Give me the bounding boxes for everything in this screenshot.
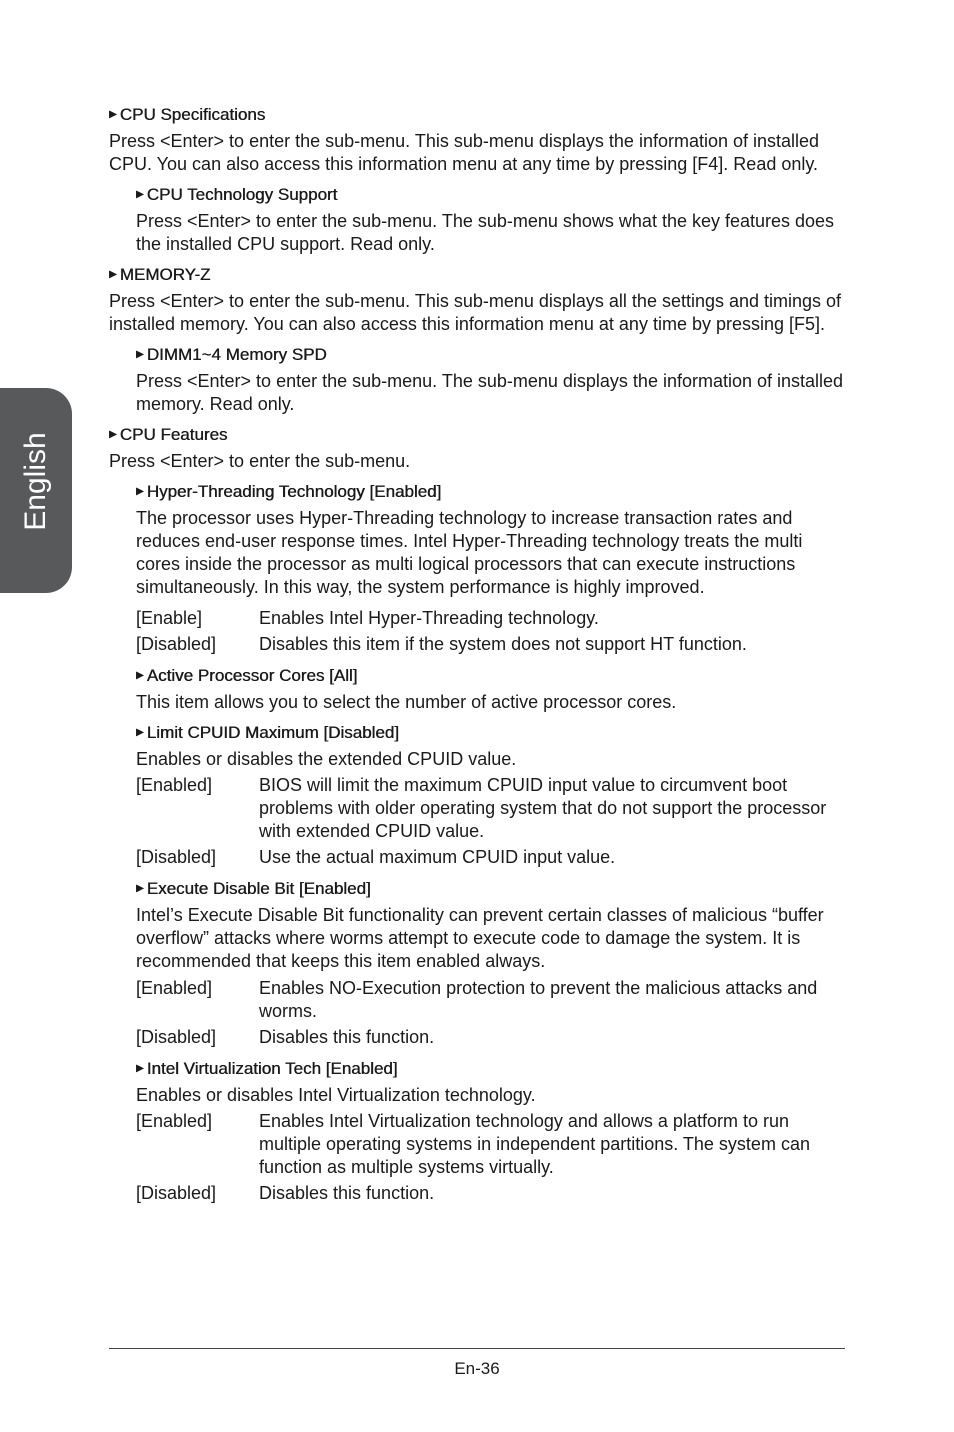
triangle-bullet-icon: ▶	[109, 109, 117, 120]
triangle-bullet-icon: ▶	[136, 883, 144, 894]
subsection-body: Press <Enter> to enter the sub-menu. The sub-menu displays the information of installed memory. Read only.	[136, 371, 844, 414]
section-cpu-features	[109, 424, 849, 1205]
triangle-bullet-icon: ▶	[136, 727, 144, 738]
triangle-bullet-icon: ▶	[109, 429, 117, 440]
triangle-bullet-icon: ▶	[136, 486, 144, 497]
option-row	[136, 1182, 849, 1205]
section-cpu-specifications	[109, 104, 849, 256]
option-key: [Disabled]	[136, 1027, 217, 1047]
option-description: Disables this function.	[259, 1183, 435, 1203]
feature-body: Enables or disables the extended CPUID value.	[136, 749, 517, 769]
section-body: Press <Enter> to enter the sub-menu. This sub-menu displays all the settings and timings of installed memory. You can also access this information menu at any time by pressing [F5].	[109, 291, 842, 334]
option-description: BIOS will limit the maximum CPUID input value to circumvent boot problems with older operating system that do not support the processor with extended CPUID value.	[259, 775, 827, 841]
footer-divider	[109, 1348, 845, 1349]
subsection-body: Press <Enter> to enter the sub-menu. The sub-menu shows what the key features does the installed CPU support. Read only.	[136, 211, 835, 254]
option-key: [Disabled]	[136, 634, 217, 654]
triangle-bullet-icon: ▶	[136, 349, 144, 360]
option-description: Enables Intel Virtualization technology and allows a platform to run multiple operating systems in independent partitions. The system can function as multiple systems virtually.	[259, 1111, 810, 1177]
option-description: Use the actual maximum CPUID input value.	[259, 847, 616, 867]
subsection-heading: ▶ DIMM1~4 Memory SPD	[136, 345, 327, 364]
option-description: Disables this item if the system does not support HT function.	[259, 634, 747, 654]
triangle-bullet-icon: ▶	[136, 670, 144, 681]
triangle-bullet-icon: ▶	[109, 269, 117, 280]
section-memory-z	[109, 264, 849, 416]
page-number: En-36	[454, 1359, 500, 1378]
section-body: Press <Enter> to enter the sub-menu. This sub-menu displays the information of installed CPU. You can also access this information menu at any time by pressing [F4]. Read only.	[109, 131, 820, 174]
subsection-heading: ▶ CPU Technology Support	[136, 185, 338, 204]
triangle-bullet-icon: ▶	[136, 189, 144, 200]
feature-heading: ▶ Active Processor Cores [All]	[136, 666, 358, 685]
option-key: [Enabled]	[136, 1111, 213, 1131]
feature-intel-virtualization-tech	[136, 1058, 849, 1205]
feature-body: Enables or disables Intel Virtualization technology.	[136, 1085, 536, 1105]
language-tab-label: English	[19, 432, 52, 531]
manual-content	[109, 104, 849, 1208]
feature-body: This item allows you to select the number of active processor cores.	[136, 692, 677, 712]
option-row	[136, 607, 849, 630]
feature-hyper-threading	[136, 481, 849, 665]
option-row	[136, 1026, 849, 1049]
section-body: Press <Enter> to enter the sub-menu.	[109, 451, 411, 471]
feature-body: The processor uses Hyper-Threading technology to increase transaction rates and reduces end-user response times. Intel Hyper-Threading technology treats the multi cores inside the processor as multi logical processors that can execute instructions simultaneously. In this way, the system performance is highly improved.	[136, 508, 803, 597]
section-heading: ▶ CPU Features	[109, 425, 228, 444]
triangle-bullet-icon: ▶	[136, 1063, 144, 1074]
feature-body: Intel’s Execute Disable Bit functionality can prevent certain classes of malicious “buffer overflow” attacks where worms attempt to execute code to damage the system. It is recommended that keeps this item enabled always.	[136, 905, 824, 971]
option-description: Disables this function.	[259, 1027, 435, 1047]
option-description: Enables Intel Hyper-Threading technology.	[259, 608, 599, 628]
subsection-cpu-technology-support	[136, 184, 849, 256]
option-key: [Disabled]	[136, 1183, 217, 1203]
option-row	[136, 1110, 849, 1179]
feature-heading: ▶ Intel Virtualization Tech [Enabled]	[136, 1059, 398, 1078]
option-row	[136, 774, 849, 843]
section-heading: ▶ CPU Specifications	[109, 105, 266, 124]
feature-active-processor-cores	[136, 665, 849, 714]
option-description: Enables NO-Execution protection to prevent the malicious attacks and worms.	[259, 978, 818, 1021]
option-row	[136, 846, 849, 869]
language-side-tab	[0, 388, 72, 593]
option-row	[136, 977, 849, 1023]
feature-execute-disable-bit	[136, 878, 849, 1058]
option-key: [Enabled]	[136, 775, 213, 795]
feature-list	[136, 481, 849, 1205]
subsection-dimm-memory-spd	[136, 344, 849, 416]
feature-heading: ▶ Execute Disable Bit [Enabled]	[136, 879, 371, 898]
feature-limit-cpuid-maximum	[136, 722, 849, 878]
option-key: [Enabled]	[136, 978, 213, 998]
feature-heading: ▶ Limit CPUID Maximum [Disabled]	[136, 723, 399, 742]
option-key: [Enable]	[136, 608, 203, 628]
option-row	[136, 633, 849, 656]
section-heading: ▶ MEMORY-Z	[109, 265, 211, 284]
feature-heading: ▶ Hyper-Threading Technology [Enabled]	[136, 482, 442, 501]
option-key: [Disabled]	[136, 847, 217, 867]
